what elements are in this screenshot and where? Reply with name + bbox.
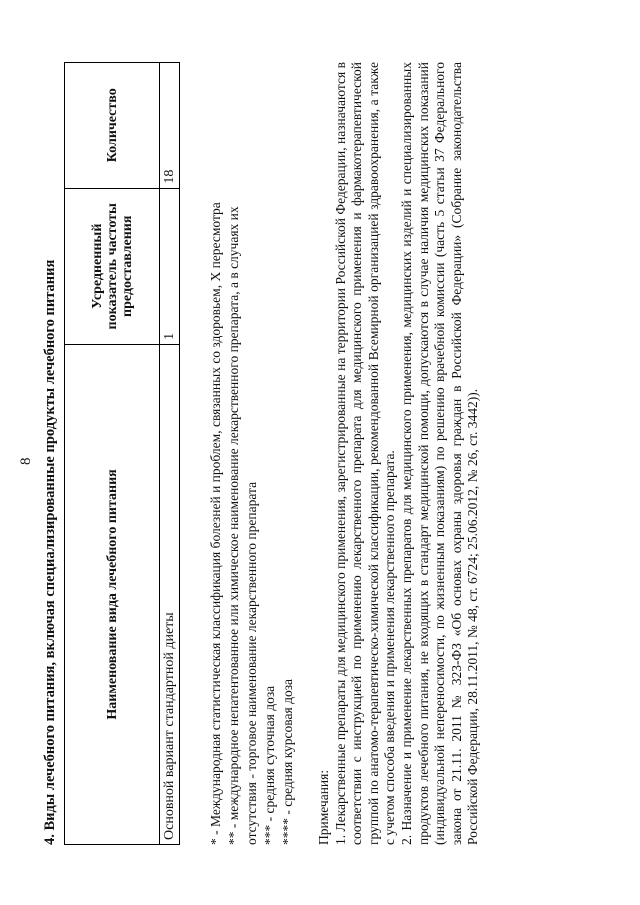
cell-frequency: 1 xyxy=(160,188,180,344)
header-nutrition-type: Наименование вида лечебного питания xyxy=(65,344,160,844)
header-quantity: Количество xyxy=(65,63,160,189)
footnote-course-dose: **** - средняя курсовая доза xyxy=(280,678,295,845)
page-number: 8 xyxy=(18,457,34,465)
footnotes xyxy=(207,62,297,845)
footnote-daily-dose: *** - средняя суточная доза xyxy=(262,685,277,845)
header-frequency: Усредненный показатель частоты предоставления xyxy=(65,188,160,344)
nutrition-table xyxy=(64,62,180,845)
footnote-inn-continued: отсутствия - торговое наименование лекарственного препарата xyxy=(244,481,259,845)
table-header-row xyxy=(65,63,160,845)
notes-title: Примечания: xyxy=(316,769,331,845)
footnote-inn: ** - международное непатентованное или химическое наименование лекарственного препарата, а в случаях их xyxy=(226,206,241,845)
nutrition-table-wrapper xyxy=(64,62,180,845)
cell-quantity: 18 xyxy=(160,63,180,189)
footnote-icd: * - Международная статистическая классификация болезней и проблем, связанных со здоровьем, X пересмотра xyxy=(208,202,223,845)
note-item-2: 2. Назначение и применение лекарственных препаратов для медицинского применения, медицинских изделий и специализированных продуктов лечебного питания, не входящих в стандарт медицинской помощи, допускаются в случае наличия медицинских показаний (индивидуальной непереносимости, по жизненным показаниям) по решению врачебной комиссии (часть 5 статьи 37 Федерального закона от 21.11. 2011 № 323-ФЗ «Об основах охраны здоровья граждан в Российской Федерации» (Собрание законодательства Российской Федерации, 28.11.2011, № 48, ст. 6724; 25.06.2012, № 26, ст. 3442)). xyxy=(398,62,481,845)
section-heading: 4. Виды лечебного питания, включая специализированные продукты лечебного питания xyxy=(42,259,58,845)
note-item-1: 1. Лекарственные препараты для медицинского применения, зарегистрированные на территории Российской Федерации, назначаются в соответствии с инструкцией по применению лекарственного препарата для медицинского применения и фармакотерапевтической группой по анатомо-терапевтическо-химической классификации, рекомендованной Всемирной организацией здравоохранения, а также с учетом способа введения и применения лекарственного препарата. xyxy=(332,62,398,845)
table-row xyxy=(160,63,180,845)
notes-section xyxy=(316,62,482,845)
cell-nutrition-type: Основной вариант стандартной диеты xyxy=(160,344,180,844)
